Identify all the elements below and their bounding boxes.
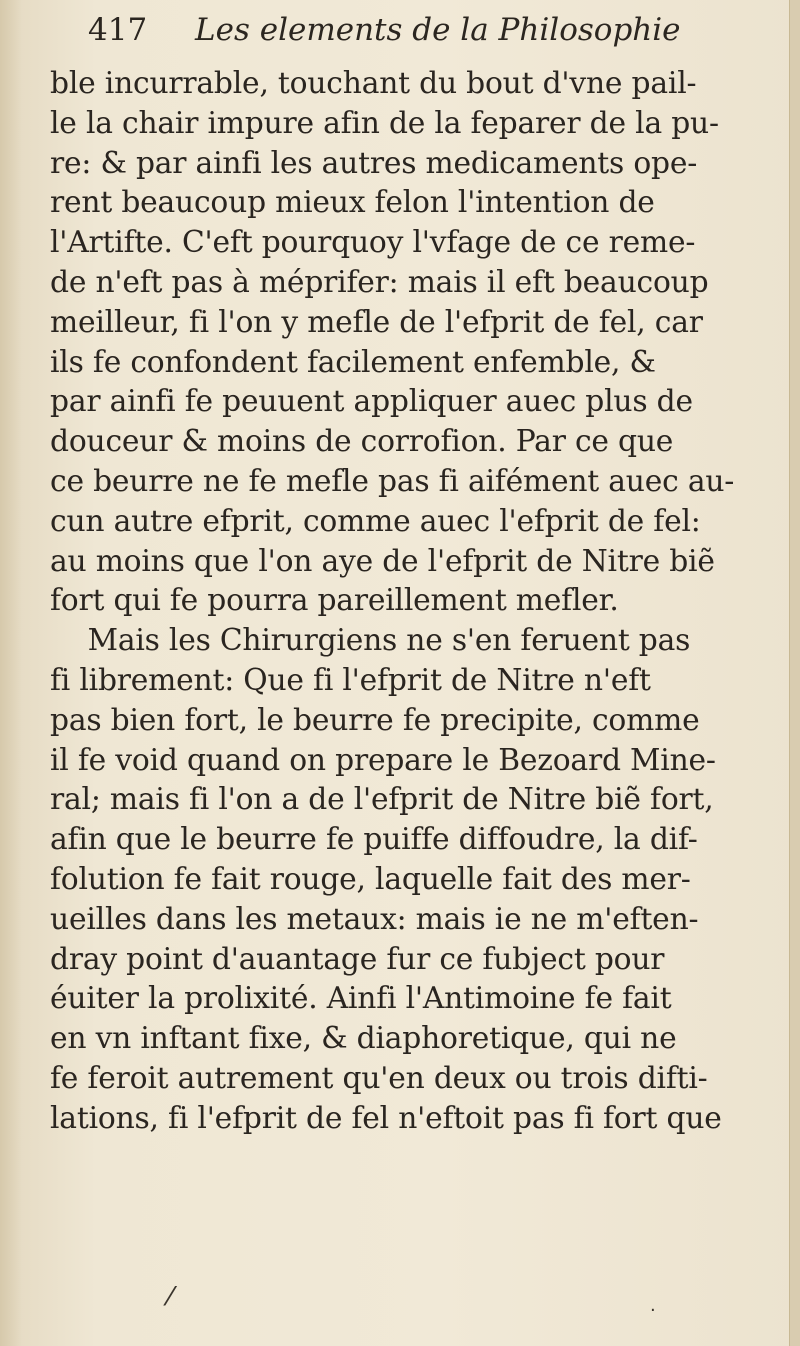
text-line: en vn inftant fixe, & diaphoretique, qui ne — [50, 1021, 677, 1057]
text-line: ce beurre ne fe mefle pas fi aifément auec au- — [50, 463, 735, 499]
text-line: afin que le beurre fe puiffe diffoudre, la dif- — [50, 822, 698, 858]
paragraph-start-line: Mais les Chirurgiens ne s'en feruent pas — [87, 623, 691, 659]
text-line: il fe void quand on prepare le Bezoard Mine- — [50, 742, 716, 778]
text-line: ble incurrable, touchant du bout d'vne pail- — [50, 66, 697, 101]
page-gutter-shadow — [0, 0, 22, 1346]
ink-mark: ⁄ — [168, 1282, 173, 1312]
text-line: rent beaucoup mieux felon l'intention de — [50, 185, 655, 221]
page-edge — [789, 0, 800, 1346]
text-line: éuiter la prolixité. Ainfi l'Antimoine fe fait — [50, 981, 672, 1017]
text-line: fi librement: Que fi l'efprit de Nitre n'eft — [50, 662, 651, 698]
text-line: douceur & moins de corrofion. Par ce que — [50, 424, 674, 460]
text-line: dray point d'auantage fur ce fubject pour — [50, 941, 665, 977]
text-line: fe feroit autrement qu'en deux ou trois difti- — [50, 1060, 708, 1096]
text-line: le la chair impure afin de la feparer de la pu- — [50, 105, 719, 141]
text-line: re: & par ainfi les autres medicaments ope- — [50, 145, 698, 181]
text-line: par ainfi fe peuuent appliquer auec plus de — [50, 384, 693, 420]
ink-mark: · — [650, 1300, 656, 1321]
running-title: Les elements de la Philosophie — [195, 12, 681, 48]
text-line: pas bien fort, le beurre fe precipite, comme — [50, 702, 700, 738]
text-line: lations, fi l'efprit de fel n'eftoit pas fi fort que — [50, 1100, 722, 1136]
text-line: fort qui fe pourra pareillement mefler. — [50, 583, 619, 619]
text-line: cun autre efprit, comme auec l'efprit de fel: — [50, 503, 701, 539]
text-line: au moins que l'on aye de l'efprit de Nitre biẽ — [50, 543, 715, 579]
body-text — [50, 64, 785, 1139]
text-line: de n'eft pas à méprifer: mais il eft beaucoup — [50, 264, 709, 300]
text-line: meilleur, fi l'on y mefle de l'efprit de fel, car — [50, 304, 703, 340]
text-line: ils fe confondent facilement enfemble, & — [50, 344, 656, 380]
running-head — [88, 12, 681, 48]
text-line: l'Artifte. C'eft pourquoy l'vfage de ce reme- — [50, 225, 696, 261]
page-number: 417 — [88, 12, 148, 48]
text-line: folution fe fait rouge, laquelle fait des mer- — [50, 861, 691, 897]
text-line: ral; mais fi l'on a de l'efprit de Nitre biẽ fort, — [50, 782, 714, 818]
text-line: ueilles dans les metaux: mais ie ne m'eften- — [50, 901, 699, 937]
